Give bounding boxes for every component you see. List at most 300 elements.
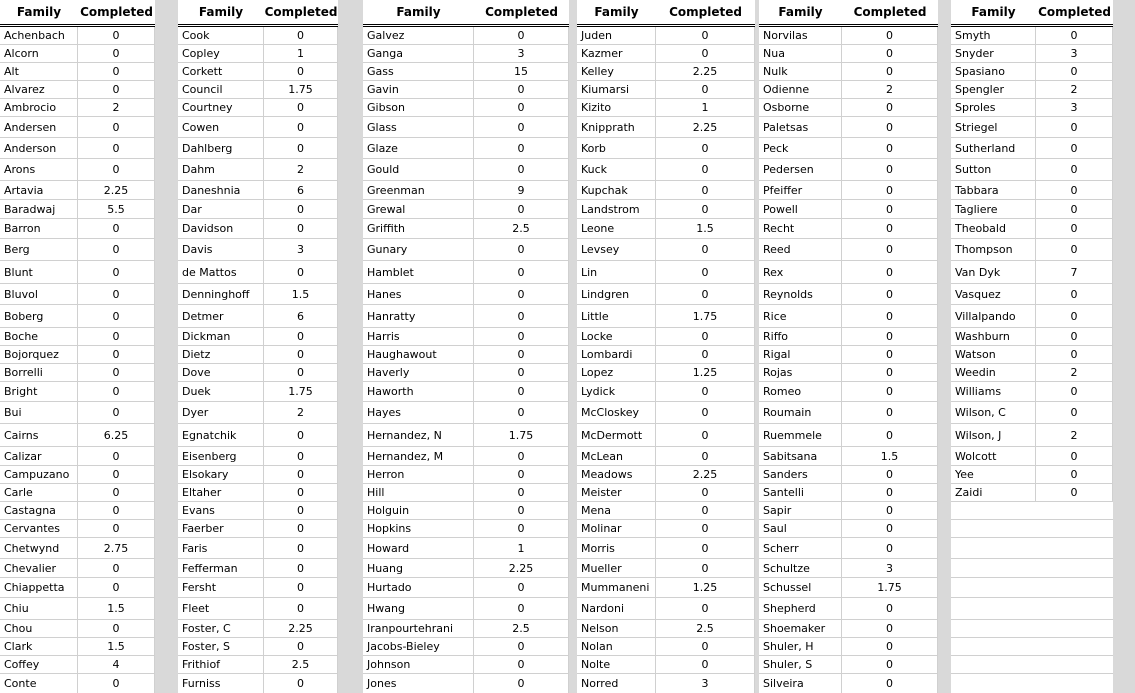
- completed-cell[interactable]: 2.25: [264, 620, 338, 637]
- completed-cell[interactable]: 0: [474, 638, 569, 655]
- family-cell[interactable]: Levsey: [577, 239, 656, 260]
- family-cell[interactable]: Shuler, S: [759, 656, 842, 673]
- completed-cell[interactable]: 0: [474, 81, 569, 98]
- family-cell[interactable]: Reynolds: [759, 284, 842, 304]
- completed-cell[interactable]: 0: [264, 27, 338, 44]
- family-cell[interactable]: Dar: [178, 200, 264, 218]
- family-cell[interactable]: Kazmer: [577, 45, 656, 62]
- completed-cell[interactable]: 0: [656, 447, 755, 465]
- completed-cell[interactable]: 0: [264, 200, 338, 218]
- family-cell[interactable]: Andersen: [0, 117, 78, 137]
- family-cell[interactable]: Watson: [951, 346, 1036, 363]
- family-cell[interactable]: Cairns: [0, 424, 78, 446]
- family-cell[interactable]: Chevalier: [0, 559, 78, 577]
- completed-cell[interactable]: 0: [474, 520, 569, 537]
- family-cell[interactable]: Boberg: [0, 305, 78, 327]
- family-cell[interactable]: Davis: [178, 239, 264, 260]
- family-cell[interactable]: Vasquez: [951, 284, 1036, 304]
- completed-cell[interactable]: 0: [474, 598, 569, 619]
- completed-cell[interactable]: 1.5: [78, 598, 155, 619]
- completed-cell[interactable]: 2.25: [78, 181, 155, 199]
- family-cell[interactable]: Pfeiffer: [759, 181, 842, 199]
- family-cell[interactable]: Nelson: [577, 620, 656, 637]
- completed-cell[interactable]: 2: [264, 159, 338, 180]
- completed-cell[interactable]: 0: [656, 261, 755, 283]
- completed-cell[interactable]: 0: [264, 219, 338, 238]
- family-cell[interactable]: Sanders: [759, 466, 842, 483]
- completed-cell[interactable]: 3: [264, 239, 338, 260]
- completed-cell[interactable]: 0: [264, 559, 338, 577]
- completed-cell[interactable]: 0: [78, 520, 155, 537]
- family-cell[interactable]: Daneshnia: [178, 181, 264, 199]
- family-cell[interactable]: Odienne: [759, 81, 842, 98]
- family-cell[interactable]: Bluvol: [0, 284, 78, 304]
- completed-cell[interactable]: 0: [78, 328, 155, 345]
- completed-cell[interactable]: 1.75: [474, 424, 569, 446]
- completed-cell[interactable]: 0: [1036, 63, 1113, 80]
- family-cell[interactable]: Thompson: [951, 239, 1036, 260]
- completed-cell[interactable]: 0: [656, 638, 755, 655]
- family-cell[interactable]: Norred: [577, 674, 656, 693]
- completed-cell[interactable]: 0: [842, 520, 938, 537]
- completed-cell[interactable]: 2: [78, 99, 155, 116]
- completed-cell[interactable]: 0: [1036, 484, 1113, 501]
- completed-cell[interactable]: 0: [842, 45, 938, 62]
- completed-cell[interactable]: 0: [1036, 239, 1113, 260]
- completed-header[interactable]: Completed: [1038, 5, 1111, 19]
- completed-cell[interactable]: 0: [78, 382, 155, 401]
- family-cell[interactable]: Detmer: [178, 305, 264, 327]
- family-cell[interactable]: Spasiano: [951, 63, 1036, 80]
- completed-cell[interactable]: 1: [474, 538, 569, 558]
- family-cell[interactable]: Chiu: [0, 598, 78, 619]
- completed-cell[interactable]: 0: [78, 674, 155, 693]
- completed-cell[interactable]: 0: [78, 239, 155, 260]
- completed-cell[interactable]: 0: [264, 502, 338, 519]
- family-cell[interactable]: Coffey: [0, 656, 78, 673]
- completed-cell[interactable]: 0: [1036, 219, 1113, 238]
- completed-cell[interactable]: 0: [842, 674, 938, 693]
- family-cell[interactable]: Snyder: [951, 45, 1036, 62]
- family-cell[interactable]: Ambrocio: [0, 99, 78, 116]
- family-cell[interactable]: Fleet: [178, 598, 264, 619]
- family-cell[interactable]: Santelli: [759, 484, 842, 501]
- completed-cell[interactable]: 0: [474, 674, 569, 693]
- family-cell[interactable]: Riffo: [759, 328, 842, 345]
- completed-cell[interactable]: 0: [474, 447, 569, 465]
- family-cell[interactable]: Villalpando: [951, 305, 1036, 327]
- family-cell[interactable]: Paletsas: [759, 117, 842, 137]
- completed-cell[interactable]: 0: [842, 181, 938, 199]
- family-cell[interactable]: Rojas: [759, 364, 842, 381]
- completed-cell[interactable]: 0: [656, 200, 755, 218]
- family-cell[interactable]: Foster, C: [178, 620, 264, 637]
- family-cell[interactable]: Huang: [363, 559, 474, 577]
- family-cell[interactable]: Rigal: [759, 346, 842, 363]
- family-cell[interactable]: Kelley: [577, 63, 656, 80]
- family-cell[interactable]: Dove: [178, 364, 264, 381]
- family-cell[interactable]: Artavia: [0, 181, 78, 199]
- completed-cell[interactable]: 0: [1036, 138, 1113, 158]
- completed-cell[interactable]: 0: [1036, 466, 1113, 483]
- completed-cell[interactable]: 0: [656, 424, 755, 446]
- completed-cell[interactable]: 1.75: [264, 81, 338, 98]
- family-cell[interactable]: Williams: [951, 382, 1036, 401]
- completed-cell[interactable]: 0: [474, 656, 569, 673]
- completed-header[interactable]: Completed: [80, 5, 153, 19]
- completed-cell[interactable]: 0: [78, 284, 155, 304]
- completed-cell[interactable]: 0: [78, 138, 155, 158]
- completed-cell[interactable]: 0: [474, 138, 569, 158]
- completed-cell[interactable]: 0: [78, 578, 155, 597]
- family-cell[interactable]: Osborne: [759, 99, 842, 116]
- family-cell[interactable]: Ruemmele: [759, 424, 842, 446]
- completed-cell[interactable]: 0: [264, 138, 338, 158]
- family-cell[interactable]: Nua: [759, 45, 842, 62]
- family-cell[interactable]: Baradwaj: [0, 200, 78, 218]
- completed-cell[interactable]: 0: [842, 328, 938, 345]
- family-cell[interactable]: Dahlberg: [178, 138, 264, 158]
- completed-cell[interactable]: 0: [842, 261, 938, 283]
- completed-cell[interactable]: 0: [656, 538, 755, 558]
- completed-cell[interactable]: 0: [264, 346, 338, 363]
- completed-cell[interactable]: 0: [842, 502, 938, 519]
- completed-cell[interactable]: 0: [474, 200, 569, 218]
- completed-cell[interactable]: 0: [474, 402, 569, 423]
- family-header[interactable]: Family: [778, 5, 823, 19]
- family-cell[interactable]: Smyth: [951, 27, 1036, 44]
- family-cell[interactable]: Iranpourtehrani: [363, 620, 474, 637]
- family-cell[interactable]: Wolcott: [951, 447, 1036, 465]
- family-cell[interactable]: Washburn: [951, 328, 1036, 345]
- family-cell[interactable]: Denninghoff: [178, 284, 264, 304]
- family-cell[interactable]: Jacobs-Bieley: [363, 638, 474, 655]
- family-cell[interactable]: Knipprath: [577, 117, 656, 137]
- family-cell[interactable]: Hernandez, N: [363, 424, 474, 446]
- completed-cell[interactable]: 0: [474, 578, 569, 597]
- family-cell[interactable]: Hernandez, M: [363, 447, 474, 465]
- completed-cell[interactable]: 1.75: [656, 305, 755, 327]
- family-cell[interactable]: Dietz: [178, 346, 264, 363]
- family-header[interactable]: Family: [971, 5, 1016, 19]
- completed-cell[interactable]: 0: [656, 27, 755, 44]
- completed-cell[interactable]: 0: [474, 305, 569, 327]
- family-cell[interactable]: Alcorn: [0, 45, 78, 62]
- family-cell[interactable]: Juden: [577, 27, 656, 44]
- completed-cell[interactable]: 0: [656, 346, 755, 363]
- completed-cell[interactable]: 0: [264, 328, 338, 345]
- completed-cell[interactable]: 0: [656, 402, 755, 423]
- completed-header[interactable]: Completed: [853, 5, 927, 19]
- family-cell[interactable]: Council: [178, 81, 264, 98]
- family-cell[interactable]: Chiappetta: [0, 578, 78, 597]
- completed-cell[interactable]: 5.5: [78, 200, 155, 218]
- family-cell[interactable]: Norvilas: [759, 27, 842, 44]
- family-cell[interactable]: Copley: [178, 45, 264, 62]
- completed-cell[interactable]: 0: [264, 484, 338, 501]
- completed-cell[interactable]: 2: [1036, 81, 1113, 98]
- family-cell[interactable]: Glaze: [363, 138, 474, 158]
- family-cell[interactable]: Dyer: [178, 402, 264, 423]
- completed-cell[interactable]: 0: [656, 45, 755, 62]
- family-cell[interactable]: Evans: [178, 502, 264, 519]
- family-cell[interactable]: Howard: [363, 538, 474, 558]
- completed-cell[interactable]: 3: [1036, 99, 1113, 116]
- completed-cell[interactable]: 0: [656, 382, 755, 401]
- family-cell[interactable]: Bojorquez: [0, 346, 78, 363]
- family-cell[interactable]: Carle: [0, 484, 78, 501]
- family-cell[interactable]: Pedersen: [759, 159, 842, 180]
- completed-cell[interactable]: 0: [656, 239, 755, 260]
- completed-cell[interactable]: 2: [1036, 364, 1113, 381]
- completed-cell[interactable]: 1.5: [264, 284, 338, 304]
- completed-cell[interactable]: 0: [78, 402, 155, 423]
- completed-cell[interactable]: 6: [264, 181, 338, 199]
- completed-cell[interactable]: 2.5: [264, 656, 338, 673]
- completed-cell[interactable]: 0: [656, 328, 755, 345]
- completed-cell[interactable]: 0: [656, 159, 755, 180]
- completed-cell[interactable]: 1: [264, 45, 338, 62]
- family-cell[interactable]: Theobald: [951, 219, 1036, 238]
- completed-cell[interactable]: 1.75: [842, 578, 938, 597]
- completed-cell[interactable]: 0: [842, 638, 938, 655]
- family-cell[interactable]: Hwang: [363, 598, 474, 619]
- family-cell[interactable]: Blunt: [0, 261, 78, 283]
- completed-cell[interactable]: 0: [842, 382, 938, 401]
- family-cell[interactable]: Furniss: [178, 674, 264, 693]
- family-cell[interactable]: Hopkins: [363, 520, 474, 537]
- completed-cell[interactable]: 0: [78, 117, 155, 137]
- family-cell[interactable]: Korb: [577, 138, 656, 158]
- completed-cell[interactable]: 0: [656, 559, 755, 577]
- family-cell[interactable]: Anderson: [0, 138, 78, 158]
- family-cell[interactable]: Jones: [363, 674, 474, 693]
- completed-cell[interactable]: 0: [474, 239, 569, 260]
- family-cell[interactable]: Roumain: [759, 402, 842, 423]
- completed-cell[interactable]: 6: [264, 305, 338, 327]
- completed-cell[interactable]: 0: [656, 502, 755, 519]
- completed-cell[interactable]: 0: [78, 27, 155, 44]
- completed-header[interactable]: Completed: [264, 5, 338, 19]
- completed-cell[interactable]: 0: [264, 63, 338, 80]
- completed-cell[interactable]: 0: [656, 138, 755, 158]
- completed-cell[interactable]: 0: [656, 81, 755, 98]
- completed-cell[interactable]: 0: [474, 382, 569, 401]
- family-cell[interactable]: Recht: [759, 219, 842, 238]
- completed-cell[interactable]: 0: [842, 99, 938, 116]
- family-cell[interactable]: Saul: [759, 520, 842, 537]
- completed-cell[interactable]: 0: [1036, 305, 1113, 327]
- completed-cell[interactable]: 0: [78, 261, 155, 283]
- completed-cell[interactable]: 0: [78, 159, 155, 180]
- family-cell[interactable]: Powell: [759, 200, 842, 218]
- family-cell[interactable]: Herron: [363, 466, 474, 483]
- completed-cell[interactable]: 1.5: [656, 219, 755, 238]
- completed-cell[interactable]: 2.25: [474, 559, 569, 577]
- completed-cell[interactable]: 0: [78, 447, 155, 465]
- completed-cell[interactable]: 0: [264, 520, 338, 537]
- completed-cell[interactable]: 0: [1036, 284, 1113, 304]
- completed-cell[interactable]: 0: [78, 45, 155, 62]
- completed-cell[interactable]: 0: [1036, 402, 1113, 423]
- family-cell[interactable]: Shoemaker: [759, 620, 842, 637]
- completed-cell[interactable]: 0: [842, 402, 938, 423]
- family-cell[interactable]: Achenbach: [0, 27, 78, 44]
- family-cell[interactable]: Romeo: [759, 382, 842, 401]
- family-cell[interactable]: Frithiof: [178, 656, 264, 673]
- family-cell[interactable]: Nolte: [577, 656, 656, 673]
- completed-cell[interactable]: 3: [656, 674, 755, 693]
- family-cell[interactable]: Alvarez: [0, 81, 78, 98]
- family-cell[interactable]: Sproles: [951, 99, 1036, 116]
- family-cell[interactable]: Zaidi: [951, 484, 1036, 501]
- family-cell[interactable]: Nardoni: [577, 598, 656, 619]
- family-cell[interactable]: Foster, S: [178, 638, 264, 655]
- family-cell[interactable]: Kiumarsi: [577, 81, 656, 98]
- family-cell[interactable]: Gould: [363, 159, 474, 180]
- completed-cell[interactable]: 0: [78, 620, 155, 637]
- family-cell[interactable]: Sutton: [951, 159, 1036, 180]
- completed-cell[interactable]: 0: [474, 328, 569, 345]
- completed-cell[interactable]: 2.5: [656, 620, 755, 637]
- family-cell[interactable]: Van Dyk: [951, 261, 1036, 283]
- completed-cell[interactable]: 2.75: [78, 538, 155, 558]
- family-cell[interactable]: Courtney: [178, 99, 264, 116]
- completed-cell[interactable]: 0: [842, 159, 938, 180]
- family-cell[interactable]: Dickman: [178, 328, 264, 345]
- family-cell[interactable]: Calizar: [0, 447, 78, 465]
- completed-cell[interactable]: 1: [656, 99, 755, 116]
- completed-cell[interactable]: 0: [264, 638, 338, 655]
- completed-cell[interactable]: 0: [264, 674, 338, 693]
- completed-cell[interactable]: 0: [264, 447, 338, 465]
- completed-cell[interactable]: 0: [264, 424, 338, 446]
- completed-cell[interactable]: 0: [474, 364, 569, 381]
- family-cell[interactable]: Fersht: [178, 578, 264, 597]
- completed-cell[interactable]: 0: [656, 656, 755, 673]
- completed-cell[interactable]: 0: [1036, 447, 1113, 465]
- completed-cell[interactable]: 0: [474, 502, 569, 519]
- family-cell[interactable]: Locke: [577, 328, 656, 345]
- completed-cell[interactable]: 0: [78, 466, 155, 483]
- completed-cell[interactable]: 0: [78, 305, 155, 327]
- family-cell[interactable]: Lindgren: [577, 284, 656, 304]
- completed-cell[interactable]: 0: [656, 598, 755, 619]
- completed-cell[interactable]: 0: [1036, 200, 1113, 218]
- family-cell[interactable]: Wilson, J: [951, 424, 1036, 446]
- family-cell[interactable]: Clark: [0, 638, 78, 655]
- family-cell[interactable]: Eltaher: [178, 484, 264, 501]
- completed-cell[interactable]: 1.5: [842, 447, 938, 465]
- family-cell[interactable]: Sabitsana: [759, 447, 842, 465]
- family-cell[interactable]: Rex: [759, 261, 842, 283]
- family-cell[interactable]: Meadows: [577, 466, 656, 483]
- completed-cell[interactable]: 0: [264, 117, 338, 137]
- family-cell[interactable]: Lombardi: [577, 346, 656, 363]
- family-cell[interactable]: Scherr: [759, 538, 842, 558]
- completed-cell[interactable]: 0: [1036, 382, 1113, 401]
- completed-cell[interactable]: 0: [656, 181, 755, 199]
- family-cell[interactable]: Shuler, H: [759, 638, 842, 655]
- completed-cell[interactable]: 0: [264, 261, 338, 283]
- completed-cell[interactable]: 0: [78, 346, 155, 363]
- completed-cell[interactable]: 0: [842, 364, 938, 381]
- completed-cell[interactable]: 0: [842, 466, 938, 483]
- completed-cell[interactable]: 1.5: [78, 638, 155, 655]
- completed-cell[interactable]: 1.25: [656, 364, 755, 381]
- completed-cell[interactable]: 3: [842, 559, 938, 577]
- completed-cell[interactable]: 1.75: [264, 382, 338, 401]
- family-cell[interactable]: Morris: [577, 538, 656, 558]
- family-cell[interactable]: Castagna: [0, 502, 78, 519]
- completed-header[interactable]: Completed: [485, 5, 558, 19]
- family-cell[interactable]: Kuck: [577, 159, 656, 180]
- family-cell[interactable]: McLean: [577, 447, 656, 465]
- family-cell[interactable]: Schussel: [759, 578, 842, 597]
- family-header[interactable]: Family: [396, 5, 441, 19]
- completed-cell[interactable]: 0: [474, 284, 569, 304]
- family-cell[interactable]: Alt: [0, 63, 78, 80]
- completed-cell[interactable]: 0: [264, 466, 338, 483]
- family-cell[interactable]: Haverly: [363, 364, 474, 381]
- family-cell[interactable]: Fefferman: [178, 559, 264, 577]
- family-cell[interactable]: Davidson: [178, 219, 264, 238]
- family-cell[interactable]: Eisenberg: [178, 447, 264, 465]
- family-cell[interactable]: Bui: [0, 402, 78, 423]
- family-cell[interactable]: Ganga: [363, 45, 474, 62]
- completed-cell[interactable]: 2.25: [656, 466, 755, 483]
- family-cell[interactable]: Nulk: [759, 63, 842, 80]
- completed-cell[interactable]: 0: [78, 219, 155, 238]
- completed-cell[interactable]: 0: [1036, 27, 1113, 44]
- family-cell[interactable]: Bright: [0, 382, 78, 401]
- family-cell[interactable]: Weedin: [951, 364, 1036, 381]
- completed-cell[interactable]: 4: [78, 656, 155, 673]
- family-cell[interactable]: Chetwynd: [0, 538, 78, 558]
- completed-cell[interactable]: 15: [474, 63, 569, 80]
- family-cell[interactable]: Schultze: [759, 559, 842, 577]
- completed-cell[interactable]: 0: [842, 117, 938, 137]
- completed-cell[interactable]: 0: [842, 305, 938, 327]
- completed-cell[interactable]: 0: [842, 424, 938, 446]
- family-cell[interactable]: Dahm: [178, 159, 264, 180]
- completed-cell[interactable]: 0: [842, 598, 938, 619]
- family-cell[interactable]: Hanratty: [363, 305, 474, 327]
- family-cell[interactable]: Hill: [363, 484, 474, 501]
- family-cell[interactable]: Conte: [0, 674, 78, 693]
- family-cell[interactable]: Sapir: [759, 502, 842, 519]
- family-cell[interactable]: Haworth: [363, 382, 474, 401]
- family-cell[interactable]: Gass: [363, 63, 474, 80]
- completed-cell[interactable]: 0: [842, 284, 938, 304]
- completed-cell[interactable]: 0: [474, 27, 569, 44]
- family-cell[interactable]: Kizito: [577, 99, 656, 116]
- completed-cell[interactable]: 0: [842, 656, 938, 673]
- completed-cell[interactable]: 0: [1036, 181, 1113, 199]
- family-cell[interactable]: Duek: [178, 382, 264, 401]
- completed-cell[interactable]: 9: [474, 181, 569, 199]
- family-cell[interactable]: Arons: [0, 159, 78, 180]
- completed-cell[interactable]: 2.25: [656, 117, 755, 137]
- completed-cell[interactable]: 0: [842, 346, 938, 363]
- family-cell[interactable]: Faris: [178, 538, 264, 558]
- completed-cell[interactable]: 0: [656, 484, 755, 501]
- completed-cell[interactable]: 1.25: [656, 578, 755, 597]
- completed-cell[interactable]: 2: [264, 402, 338, 423]
- family-cell[interactable]: Reed: [759, 239, 842, 260]
- completed-cell[interactable]: 0: [264, 538, 338, 558]
- family-cell[interactable]: Hurtado: [363, 578, 474, 597]
